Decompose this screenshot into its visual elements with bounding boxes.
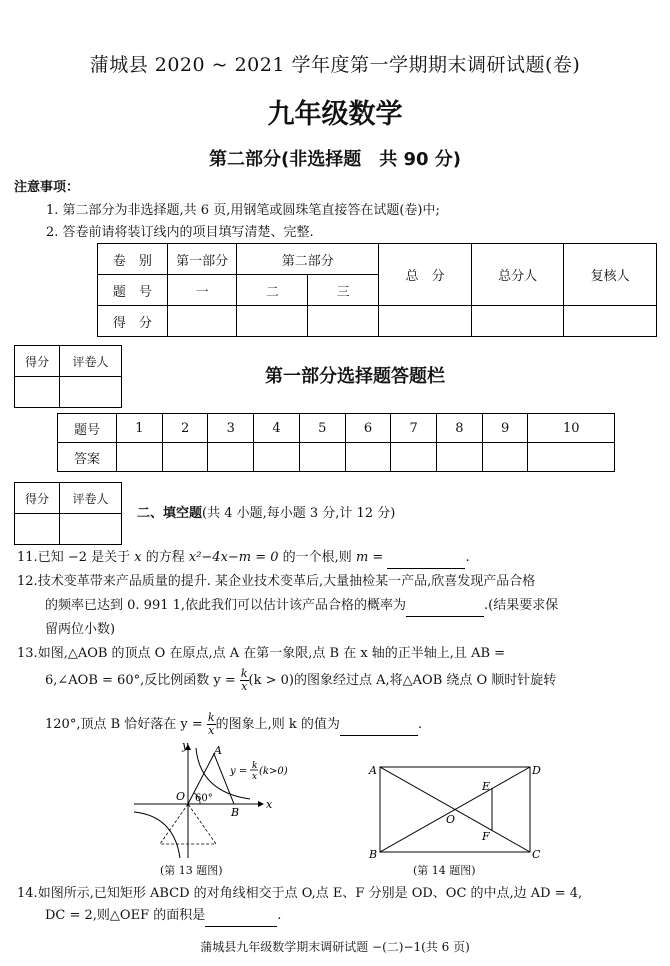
fig13-angle: 60° bbox=[195, 793, 213, 804]
answer-cell[interactable] bbox=[528, 443, 615, 472]
q12-line2b: .(结果要求保 bbox=[484, 598, 559, 613]
question-12-line2 bbox=[45, 596, 558, 617]
fig13-curve-frac-d: x bbox=[252, 772, 258, 782]
fig14-label-e: E bbox=[482, 780, 491, 793]
question-13-line3 bbox=[45, 712, 422, 737]
figure-13 bbox=[130, 742, 290, 860]
question-number: 2 bbox=[162, 414, 208, 443]
q11-var-m: m = bbox=[355, 550, 384, 565]
score-cell: 复核人 bbox=[564, 244, 657, 306]
row-label-answer: 答案 bbox=[58, 443, 117, 472]
figure-13-caption: (第 13 题图) bbox=[160, 864, 223, 877]
fig14-label-b: B bbox=[369, 848, 378, 860]
score-cell: 总分人 bbox=[471, 244, 564, 306]
answer-cell[interactable] bbox=[254, 443, 300, 472]
grader-box bbox=[14, 482, 122, 545]
answer-cell[interactable] bbox=[299, 443, 345, 472]
q11-text-c: 的一个根,则 bbox=[278, 550, 356, 565]
answer-cell[interactable] bbox=[208, 443, 254, 472]
q13-line1: 如图,△AOB 的顶点 O 在原点,点 A 在第一象限,点 B 在 x 轴的正半轴上,且 AB = bbox=[37, 646, 506, 661]
section1-title: 第一部分选择题答题栏 bbox=[265, 366, 445, 387]
q13-frac2-denominator: x bbox=[208, 724, 215, 737]
score-input-cell[interactable] bbox=[379, 306, 472, 337]
section2-title bbox=[137, 502, 395, 521]
q14-number: 14. bbox=[17, 886, 38, 901]
grader-score-cell[interactable] bbox=[15, 514, 60, 545]
answer-cell[interactable] bbox=[391, 443, 437, 472]
score-cell: 卷 别 bbox=[98, 244, 168, 275]
fig13-label-x: x bbox=[266, 798, 273, 811]
question-number: 5 bbox=[299, 414, 345, 443]
question-13-line1 bbox=[17, 644, 505, 664]
section2-title-rest: (共 4 小题,每小题 3 分,计 12 分) bbox=[202, 506, 396, 521]
q11-number: 11. bbox=[17, 550, 38, 565]
fig13-curve-frac-n: k bbox=[252, 761, 258, 771]
notice-item-2: 2. 答卷前请将装订线内的项目填写清楚、完整. bbox=[46, 225, 314, 240]
q11-end: . bbox=[465, 550, 470, 565]
notice-heading: 注意事项： bbox=[14, 180, 80, 195]
fig14-label-f: F bbox=[482, 830, 490, 843]
question-number: 8 bbox=[437, 414, 483, 443]
score-cell: 二 bbox=[237, 275, 308, 306]
fig13-label-y: y bbox=[182, 742, 189, 752]
score-input-cell[interactable] bbox=[237, 306, 308, 337]
fig14-label-a: A bbox=[369, 764, 377, 777]
q12-number: 12. bbox=[17, 574, 38, 589]
q13-line3a: 120°,顶点 B 恰好落在 y = bbox=[45, 717, 203, 732]
q12-line2a: 的频率已达到 0. 991 1,依此我们可以估计该产品合格的概率为 bbox=[45, 598, 407, 613]
q13-number: 13. bbox=[17, 646, 38, 661]
score-cell: 第二部分 bbox=[237, 244, 379, 275]
score-input-cell[interactable] bbox=[167, 306, 237, 337]
grader-box bbox=[14, 345, 122, 408]
grader-score-label: 得分 bbox=[15, 483, 60, 514]
question-number: 3 bbox=[208, 414, 254, 443]
q13-line3c: . bbox=[417, 717, 422, 732]
x-axis-arrow bbox=[258, 801, 264, 807]
answer-cell[interactable] bbox=[162, 443, 208, 472]
figure-14-caption: (第 14 题图) bbox=[413, 864, 476, 877]
grader-name-label: 评卷人 bbox=[60, 483, 122, 514]
answer-cell[interactable] bbox=[482, 443, 528, 472]
page-footer: 蒲城县九年级数学期末调研试题 −(二)−1(共 6 页) bbox=[200, 940, 470, 954]
score-cell: 得 分 bbox=[98, 306, 168, 337]
score-input-cell[interactable] bbox=[471, 306, 564, 337]
question-number: 6 bbox=[345, 414, 391, 443]
q12-line3: 留两位小数) bbox=[45, 622, 116, 637]
q11-text-b: 的方程 bbox=[141, 550, 189, 565]
notice-item-1: 1. 第二部分为非选择题,共 6 页,用钢笔或圆珠笔直接答在试题(卷)中; bbox=[46, 203, 440, 218]
question-number: 4 bbox=[254, 414, 300, 443]
q12-line1: 技术变革带来产品质量的提升. 某企业技术变革后,大量抽检某一产品,欣喜发现产品合格 bbox=[37, 574, 536, 589]
fig13-label-b: B bbox=[231, 806, 240, 819]
q13-fraction bbox=[240, 668, 249, 693]
score-table bbox=[97, 243, 657, 337]
question-number: 7 bbox=[391, 414, 437, 443]
q13-frac-denominator: x bbox=[241, 680, 248, 693]
q11-answer-blank[interactable] bbox=[387, 548, 465, 569]
q11-text-a: 已知 −2 是关于 bbox=[37, 550, 135, 565]
q11-equation: x²−4x−m = 0 bbox=[188, 550, 279, 565]
fig13-label-a: A bbox=[214, 744, 222, 757]
grader-name-cell[interactable] bbox=[60, 514, 122, 545]
score-cell: 题 号 bbox=[98, 275, 168, 306]
hyperbola-branch-3 bbox=[134, 812, 180, 858]
q13-line2b: (k > 0)的图象经过点 A,将△AOB 绕点 O 顺时针旋转 bbox=[248, 673, 557, 688]
fig14-label-d: D bbox=[532, 764, 541, 777]
score-input-cell[interactable] bbox=[308, 306, 379, 337]
question-11 bbox=[17, 548, 470, 569]
section2-title-bold: 二、填空题 bbox=[137, 506, 203, 521]
question-14-line1 bbox=[17, 884, 582, 904]
q13-fraction-2 bbox=[207, 712, 216, 737]
part-title: 第二部分(非选择题 共 90 分) bbox=[208, 149, 462, 170]
question-number: 10 bbox=[528, 414, 615, 443]
q13-line2a: 6,∠AOB = 60°,反比例函数 y = bbox=[45, 673, 236, 688]
q14-answer-blank[interactable] bbox=[205, 906, 277, 927]
question-number: 1 bbox=[117, 414, 163, 443]
fig13-curve-label-b: (k>0) bbox=[259, 766, 288, 777]
subject-title: 九年级数学 bbox=[267, 99, 403, 130]
answer-cell[interactable] bbox=[437, 443, 483, 472]
q11-var-x: x bbox=[134, 550, 142, 565]
answer-cell[interactable] bbox=[117, 443, 163, 472]
q13-line3b: 的图象上,则 k 的值为 bbox=[215, 717, 340, 732]
answer-cell[interactable] bbox=[345, 443, 391, 472]
exam-title: 蒲城县 2020 ~ 2021 学年度第一学期期末调研试题(卷) bbox=[89, 54, 581, 76]
fig14-label-o: O bbox=[446, 813, 456, 826]
q13-answer-blank[interactable] bbox=[340, 715, 418, 736]
question-number: 9 bbox=[482, 414, 528, 443]
q13-frac2-numerator: k bbox=[207, 711, 215, 724]
row-label-number: 题号 bbox=[58, 414, 117, 443]
q14-line2a: DC = 2,则△OEF 的面积是 bbox=[45, 908, 206, 923]
grader-score-label: 得分 bbox=[15, 346, 60, 377]
score-cell: 一 bbox=[167, 275, 237, 306]
answer-table bbox=[57, 413, 615, 472]
q14-line2b: . bbox=[277, 908, 282, 923]
score-input-cell[interactable] bbox=[564, 306, 657, 337]
score-cell: 第一部分 bbox=[167, 244, 237, 275]
score-cell: 总 分 bbox=[379, 244, 472, 306]
grader-name-label: 评卷人 bbox=[60, 346, 122, 377]
q14-line1: 如图所示,已知矩形 ABCD 的对角线相交于点 O,点 E、F 分别是 OD、OC 的中点,边 AD = 4, bbox=[37, 886, 583, 901]
question-13-line2 bbox=[45, 668, 556, 693]
q12-answer-blank[interactable] bbox=[406, 596, 484, 617]
score-cell: 三 bbox=[308, 275, 379, 306]
q13-frac-numerator: k bbox=[240, 667, 248, 680]
figure-14 bbox=[366, 760, 546, 860]
question-14-line2 bbox=[45, 906, 281, 927]
fig13-curve-label-a: y = bbox=[230, 766, 248, 777]
fig14-label-c: C bbox=[532, 848, 541, 860]
question-12-line1 bbox=[17, 572, 535, 592]
fig13-label-o: O bbox=[176, 790, 186, 803]
grader-name-cell[interactable] bbox=[60, 377, 122, 408]
grader-score-cell[interactable] bbox=[15, 377, 60, 408]
